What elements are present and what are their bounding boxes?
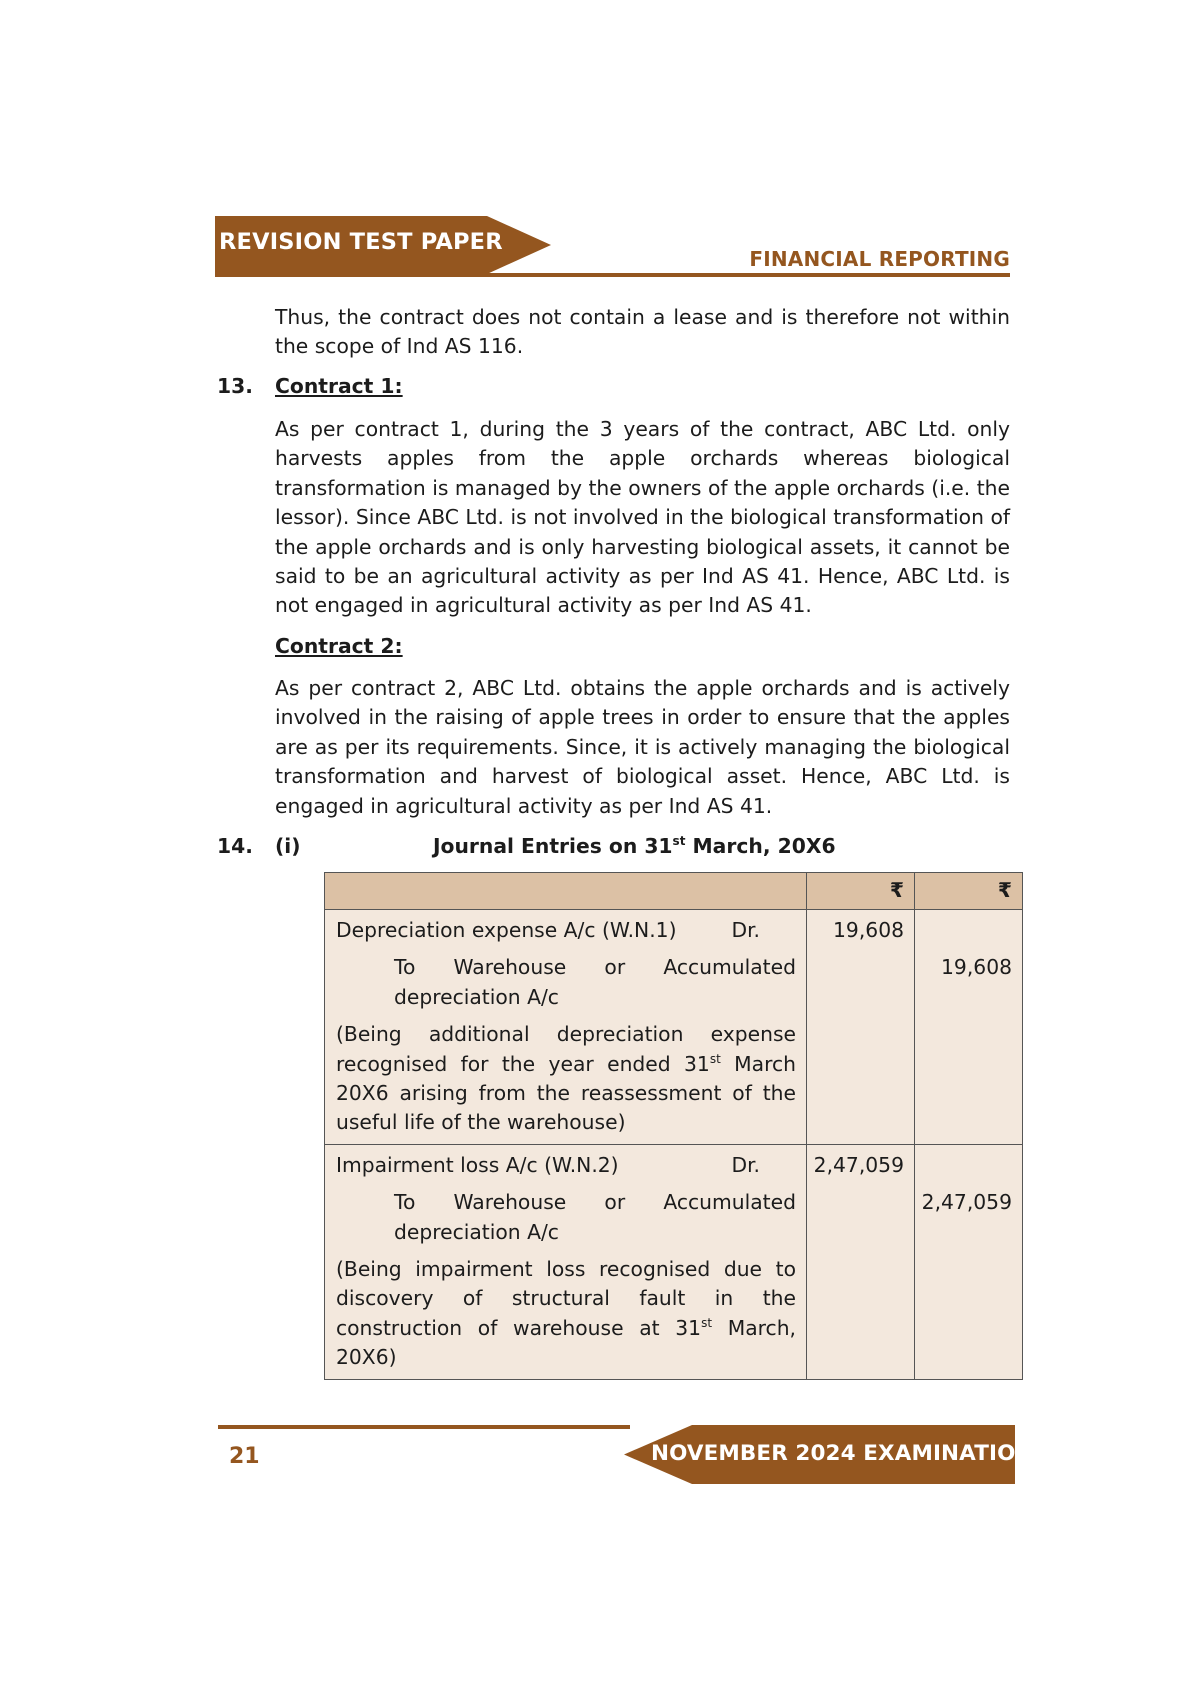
question-14-part: (i) (275, 834, 301, 858)
header-credit-currency: ₹ (915, 873, 1023, 910)
credit-amount-cell (915, 910, 1023, 1145)
page-number: 21 (229, 1444, 260, 1469)
dr-label: Dr. (731, 918, 760, 942)
entry-particulars (325, 910, 807, 1145)
credit-amount: 2,47,059 (921, 1190, 1012, 1215)
header-right-title: FINANCIAL REPORTING (749, 247, 1010, 271)
contract-2-heading: Contract 2: (275, 634, 403, 658)
credit-account: To Warehouse or Accumulated depreciation A/c (394, 1190, 796, 1244)
narration: (Being additional depreciation expense recognised for the year ended 31st March 20X6 arising from the reassessment of the useful life of the warehouse) (336, 1022, 796, 1135)
intro-paragraph: Thus, the contract does not contain a lease and is therefore not within the scope of Ind AS 116. (275, 305, 1010, 359)
credit-amount-cell (915, 1144, 1023, 1379)
debit-amount: 19,608 (807, 910, 915, 1145)
header-left-title: REVISION TEST PAPER (219, 229, 503, 255)
contract-1-heading: Contract 1: (275, 374, 403, 398)
credit-account: To Warehouse or Accumulated depreciation A/c (394, 955, 796, 1009)
contract-2-paragraph: As per contract 2, ABC Ltd. obtains the apple orchards and is actively involved in the raising of apple trees in order to ensure that the apples are as per its requirements. Since, it is actively managing the biological transformation and harvest of biological asset. Hence, ABC Ltd. is engaged in agricultural activity as per Ind AS 41. (275, 676, 1010, 818)
header-debit-currency: ₹ (807, 873, 915, 910)
contract-1-paragraph: As per contract 1, during the 3 years of the contract, ABC Ltd. only harvests apples from the apple orchards whereas biological transformation is managed by the owners of the apple orchards (i.e. the lessor). Since ABC Ltd. is not involved in the biological transformation of the apple orchards and is only harvesting biological assets, it cannot be said to be an agricultural activity as per Ind AS 41. Hence, ABC Ltd. is not engaged in agricultural activity as per Ind AS 41. (275, 417, 1010, 618)
debit-amount: 2,47,059 (807, 1144, 915, 1379)
table-header-row (325, 873, 1023, 910)
debit-account: Impairment loss A/c (W.N.2) (336, 1152, 619, 1177)
credit-amount: 19,608 (941, 955, 1012, 980)
debit-account: Depreciation expense A/c (W.N.1) (336, 918, 677, 942)
journal-entry-row (325, 910, 1023, 1145)
narration: (Being impairment loss recognised due to discovery of structural fault in the construction of warehouse at 31st March, 20X6) (336, 1257, 797, 1370)
question-13-number: 13. (217, 374, 253, 398)
entry-particulars (325, 1144, 807, 1379)
journal-entry-row (325, 1144, 1023, 1379)
journal-heading: Journal Entries on 31st March, 20X6 (433, 834, 836, 858)
journal-entries-table (324, 872, 1023, 1380)
footer-exam-title: NOVEMBER 2024 EXAMINATION (651, 1441, 1034, 1466)
footer-rule (218, 1425, 630, 1429)
question-14-number: 14. (217, 834, 253, 858)
dr-label: Dr. (731, 1152, 760, 1177)
header-particulars-cell (325, 873, 807, 910)
header-rule (215, 273, 1010, 277)
